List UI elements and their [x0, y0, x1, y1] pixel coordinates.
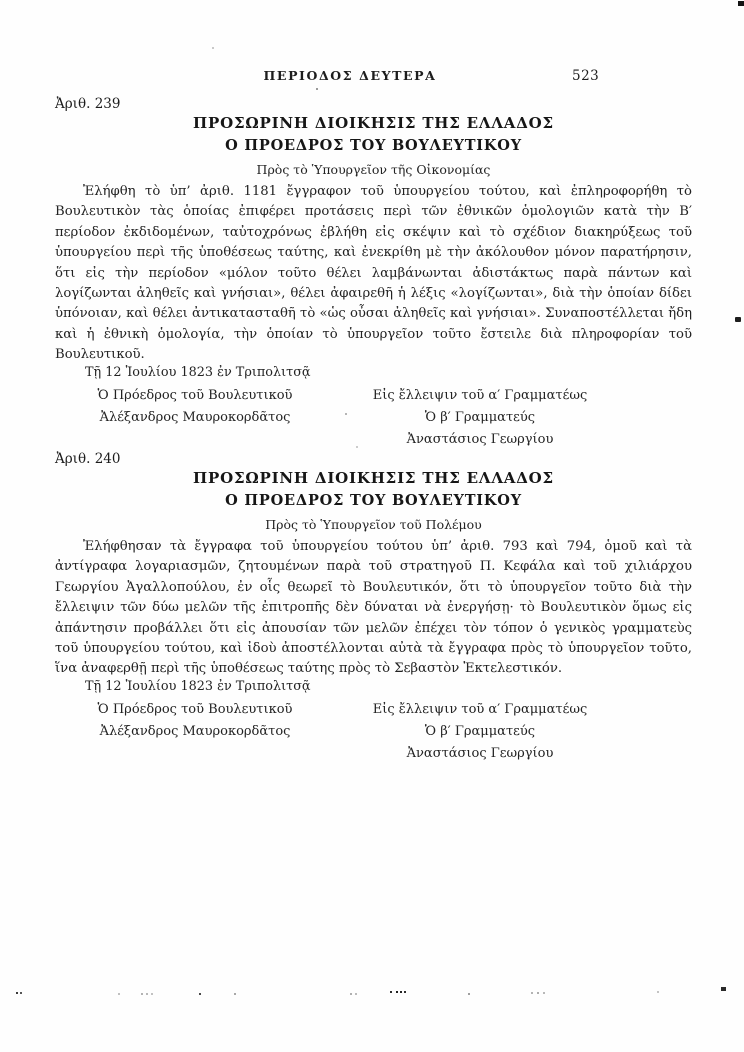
document-body: Ἐλήφθησαν τὰ ἔγγραφα τοῦ ὑπουργείου τούτου ὑπ’ ἀριθ. 793 καὶ 794, ὁμοῦ καὶ τὰ ἀντίγραφα λογαριασμῶν, ζητουμένων παρὰ τοῦ στρατηγοῦ Π. Κεφάλα καὶ τοῦ χιλιάρχου Γεωργίου Ἀγαλλοπούλου, ἐν οἷς θεωρεῖ τὸ Βουλευτικόν, ὅτι τὸ ὑπουργεῖον τοῦτο διὰ τὴν ἔλλειψιν τῶν δύω μελῶν τῆς ἐπιτροπῆς δὲν δύναται νὰ ἐνεργήσῃ· τὸ Βουλευτικὸν ὅμως εἰς ἀπάντησιν προβάλλει ὅτι εἰς ἀπουσίαν τῶν μελῶν ἐπέχει τὸν τόπον ὁ γενικὸς γραμματεὺς τοῦ ὑπουργείου τούτου, καὶ ἰδοὺ ἀποστέλλονται αὐτὰ τὰ ἔγγραφα πρὸς τὸ ὑπουργεῖον τοῦτο, ἵνα ἀναφερθῇ περὶ τῆς ὑποθέσεως ταύτης πρὸς τὸ Σεβαστὸν Ἐκτελεστικόν. — [55, 539, 692, 677]
signature-name: Ἀναστάσιος Γεωργίου — [406, 746, 554, 762]
scan-blot-bottom-right — [721, 987, 726, 991]
signature-note: Εἰς ἔλλειψιν τοῦ α′ Γραμματέως — [372, 701, 588, 717]
signature-left — [60, 699, 330, 766]
signature-role: Ὁ Πρόεδρος τοῦ Βουλευτικοῦ — [97, 701, 293, 717]
dateline: Τῇ 12 Ἰουλίου 1823 ἐν Τριπολιτσᾷ — [85, 364, 311, 380]
signature-name: Ἀλέξανδρος Μαυροκορδᾶτος — [99, 409, 291, 425]
addressee-line: Πρὸς τὸ Ὑπουργεῖον τῆς Οἰκονομίας — [256, 162, 491, 177]
issuer-title: Ο ΠΡΟΕΔΡΟΣ ΤΟΥ ΒΟΥΛΕΥΤΙΚΟΥ — [225, 137, 522, 154]
signature-right — [360, 385, 600, 452]
document-239 — [55, 97, 692, 452]
signature-role: Ὁ β′ Γραμματεύς — [424, 409, 536, 425]
signature-left — [60, 385, 330, 452]
scan-noise-specks — [0, 0, 2, 2]
signature-block — [55, 385, 692, 452]
signature-role: Ὁ β′ Γραμματεύς — [424, 724, 536, 740]
running-head — [0, 68, 744, 86]
signature-name: Ἀναστάσιος Γεωργίου — [406, 432, 554, 448]
signature-name: Ἀλέξανδρος Μαυροκορδᾶτος — [99, 724, 291, 740]
signature-right — [360, 699, 600, 766]
administration-title: ΠΡΟΣΩΡΙΝΗ ΔΙΟΙΚΗΣΙΣ ΤΗΣ ΕΛΛΑΔΟΣ — [193, 114, 554, 132]
scan-blot-right-margin — [735, 317, 741, 322]
running-title: ΠΕΡΙΟΔΟΣ ΔΕΥΤΕΡΑ — [263, 68, 437, 83]
issuer-title: Ο ΠΡΟΕΔΡΟΣ ΤΟΥ ΒΟΥΛΕΥΤΙΚΟΥ — [225, 492, 522, 509]
dateline: Τῇ 12 Ἰουλίου 1823 ἐν Τριπολιτσᾷ — [85, 678, 311, 694]
signature-note: Εἰς ἔλλειψιν τοῦ α′ Γραμματέως — [372, 387, 588, 403]
administration-title: ΠΡΟΣΩΡΙΝΗ ΔΙΟΙΚΗΣΙΣ ΤΗΣ ΕΛΛΑΔΟΣ — [193, 469, 554, 487]
document-body: Ἐλήφθη τὸ ὑπ’ ἀριθ. 1181 ἔγγραφον τοῦ ὑπουργείου τούτου, καὶ ἐπληροφορήθη τὸ Βουλευτικὸν τὰς ὁποίας ἐπιφέρει προτάσεις περὶ τῶν ἐθνικῶν ὁμολογιῶν κατὰ τὴν Β′ περίοδον ἐκδιδομένων, ταὐτοχρόνως ἐβλήθη εἰς σκέψιν καὶ τὸ σχέδιον διακηρύξεως τοῦ ὑπουργείου περὶ τῆς ὑποθέσεως ταύτης, καὶ ἐνεκρίθη μὲ τὴν ἀκόλουθον μόνον παρατήρησιν, ὅτι εἰς τὴν περίοδον «μόλον τοῦτο θέλει λαμβάνωνται ἀδιστάκτως παρὰ πάντων καὶ λογίζωνται ἀληθεῖς καὶ γνήσιαι», θέλει ἀφαιρεθῆ ἡ λέξις «λογίζωνται», διὰ τὴν ὁποίαν δίδει ὑπόνοιαν, καὶ θέλει ἀντικατασταθῆ τὸ «ὡς οὖσαι ἀληθεῖς καὶ γνήσιαι». Συναποστέλλεται ἤδη καὶ ἡ ἐθνικὴ ὁμολογία, τὴν ὁποίαν τὸ ὑπουργεῖον τοῦτο ἔστειλε διὰ πληροφορίαν τοῦ Βουλευτικοῦ. — [55, 184, 692, 363]
document-number: Ἀριθ. 240 — [55, 451, 121, 467]
addressee-line: Πρὸς τὸ Ὑπουργεῖον τοῦ Πολέμου — [265, 517, 482, 532]
document-240 — [55, 452, 692, 766]
scan-blot-top-corner — [738, 1, 744, 6]
document-number: Ἀριθ. 239 — [55, 96, 121, 112]
page-number: 523 — [572, 68, 600, 84]
signature-block — [55, 699, 692, 766]
signature-role: Ὁ Πρόεδρος τοῦ Βουλευτικοῦ — [97, 387, 293, 403]
